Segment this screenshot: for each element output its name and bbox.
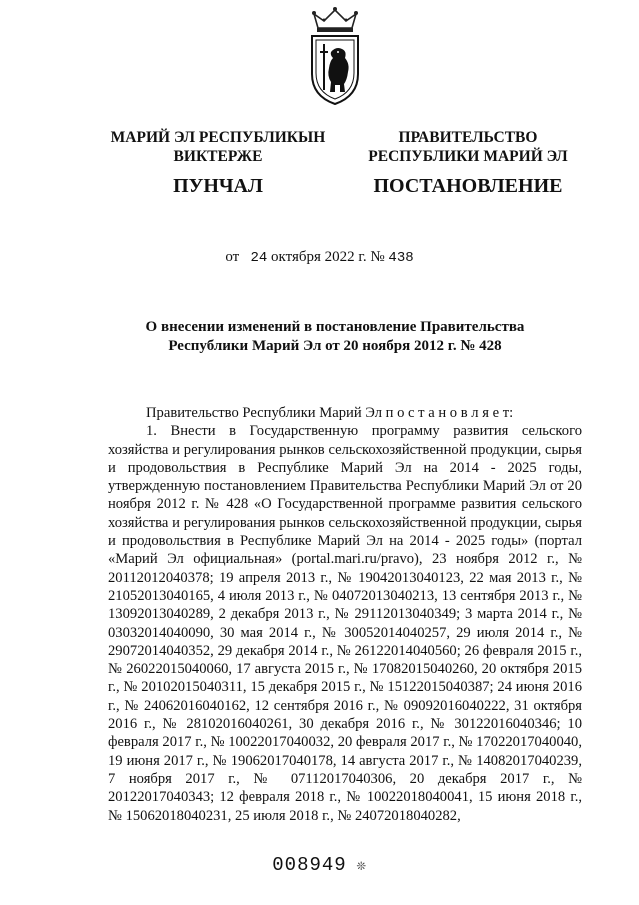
header-left-line1: МАРИЙ ЭЛ РЕСПУБЛИКЫН [110, 129, 326, 146]
document-subject [110, 318, 560, 356]
date-day: 24 [250, 250, 268, 266]
subject-line2: Республики Марий Эл от 20 ноября 2012 г. № 428 [168, 338, 502, 354]
header-right-line1: ПРАВИТЕЛЬСТВО [398, 129, 538, 146]
blank-serial [0, 854, 639, 876]
doc-type-mari: ПУНЧАЛ [173, 175, 263, 197]
body-item-1: 1. Внести в Государственную программу развития сельского хозяйства и регулирования рынков сельскохозяйственной продукции, сырья и продовольствия в Республике Марий Эл на 2014 - 2025 годы, утвержденную постановлением Правительства Республики Марий Эл от 20 ноября 2012 г. № 428 «О Государственной программе развития сельского хозяйства и регулирования рынков сельскохозяйственной продукции, сырья и продовольствия в Республике Марий Эл на 2014 - 2025 годы» (портал «Марий Эл официальная» (portal.mari.ru/pravo), 23 ноября 2012 г., № 20112012040378; 19 апреля 2013 г., № 19042013040123, 22 мая 2013 г., № 21052013040165, 4 июля 2013 г., № 04072013040213, 13 сентября 2013 г., № 13092013040289, 2 декабря 2013 г., № 29112013040349; 3 марта 2014 г., № 03032014040090, 30 мая 2014 г., № 30052014040257, 29 июля 2014 г., № 29072014040352, 29 декабря 2014 г., № 26122014040560; 26 февраля 2015 г., № 26022015040060, 17 августа 2015 г., № 17082015040260, 20 октября 2015 г., № 20102015040311, 15 декабря 2015 г., № 15122015040387; 24 июня 2016 г., № 24062016040162, 12 сентября 2016 г., № 09092016040222, 31 октября 2016 г., № 28102016040261, 30 декабря 2016 г., № 30122016040346; 10 февраля 2017 г., № 10022017040032, 20 февраля 2017 г., № 17022017040040, 19 июня 2017 г., № 19062017040178, 14 августа 2017 г., № 14082017040239, 7 ноября 2017 г., № 07112017040306, 20 декабря 2017 г., № 20122017040343; 12 февраля 2018 г., № 10022018040041, 15 июня 2018 г., № 15062018040231, 25 июля 2018 г., № 24072018040282, [108, 423, 582, 824]
header-left-block [98, 128, 338, 166]
date-prefix: от [225, 249, 240, 265]
date-month-year: октября 2022 г. № [271, 249, 385, 265]
doc-type-russian: ПОСТАНОВЛЕНИЕ [373, 175, 563, 197]
header-left-line2: ВИКТЕРЖЕ [173, 148, 263, 165]
serial-mark-icon: ❊ [356, 858, 367, 875]
document-body [108, 404, 582, 825]
header-right-line2: РЕСПУБЛИКИ МАРИЙ ЭЛ [368, 148, 568, 165]
header-right-block [352, 128, 584, 166]
body-lead: Правительство Республики Марий Эл п о с т а н о в л я е т: [146, 405, 514, 421]
coat-of-arms-icon [300, 6, 370, 106]
serial-number: 008949 [272, 854, 347, 876]
date-line [0, 249, 639, 266]
document-number: 438 [388, 250, 414, 266]
subject-line1: О внесении изменений в постановление Правительства [145, 319, 525, 335]
